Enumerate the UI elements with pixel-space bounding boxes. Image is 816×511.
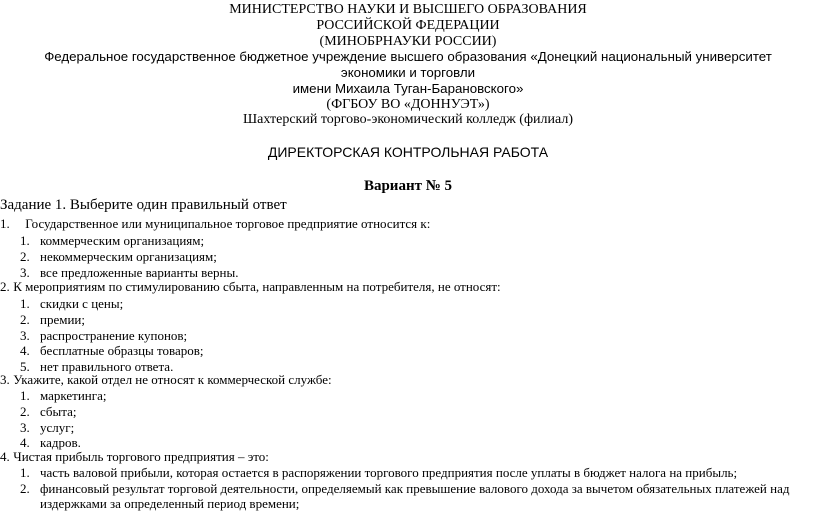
option-text: финансовый результат торговой деятельности, определяемый как превышение валового дохода за вычетом обязательных платежей над <box>40 481 790 496</box>
question-number: 4. <box>0 449 10 464</box>
option-item <box>20 343 204 358</box>
option-item <box>20 296 123 311</box>
option-item <box>20 388 106 403</box>
option-number: 2. <box>20 249 30 264</box>
option-text: распространение купонов; <box>40 328 188 343</box>
ministry-abbr-line: (МИНОБРНАУКИ РОССИИ) <box>319 34 497 49</box>
option-item <box>20 465 737 480</box>
option-text: все предложенные варианты верны. <box>40 265 239 280</box>
option-number: 3. <box>20 420 30 435</box>
option-item <box>20 312 85 327</box>
option-number: 2. <box>20 404 30 419</box>
college-line: Шахтерский торгово-экономический колледж (филиал) <box>243 112 573 127</box>
question-4 <box>0 449 269 464</box>
option-number: 2. <box>20 312 30 327</box>
option-number: 4. <box>20 343 30 358</box>
institution-line-2: экономики и торговли <box>340 65 476 80</box>
ministry-line: МИНИСТЕРСТВО НАУКИ И ВЫСШЕГО ОБРАЗОВАНИЯ <box>229 2 587 17</box>
option-item <box>20 328 187 343</box>
option-item <box>20 265 238 280</box>
option-number: 3. <box>20 328 30 343</box>
option-number: 5. <box>20 359 30 374</box>
option-number: 4. <box>20 435 30 450</box>
institution-abbr-line: (ФГБОУ ВО «ДОННУЭТ») <box>326 97 490 112</box>
question-1 <box>0 216 430 231</box>
option-number: 1. <box>20 388 30 403</box>
option-text: коммерческим организациям; <box>40 233 205 248</box>
institution-line: Федеральное государственное бюджетное учреждение высшего образования «Донецкий национальный университет <box>44 49 772 64</box>
question-number: 3. <box>0 372 10 387</box>
option-text: бесплатные образцы товаров; <box>40 343 204 358</box>
option-item <box>20 481 789 496</box>
option-text: нет правильного ответа. <box>40 359 174 374</box>
task-heading: Задание 1. Выберите один правильный ответ <box>0 197 287 213</box>
option-item <box>20 404 77 419</box>
option-text: издержками за определенный период времени; <box>40 496 300 511</box>
option-text: скидки с цены; <box>40 296 124 311</box>
option-item <box>20 435 81 450</box>
question-text: Чистая прибыль торгового предприятия – это: <box>13 449 269 464</box>
question-3 <box>0 372 332 387</box>
option-item <box>20 249 217 264</box>
option-number: 1. <box>20 233 30 248</box>
option-text: кадров. <box>40 435 81 450</box>
federation-line: РОССИЙСКОЙ ФЕДЕРАЦИИ <box>316 18 500 33</box>
page-title: ДИРЕКТОРСКАЯ КОНТРОЛЬНАЯ РАБОТА <box>267 144 549 160</box>
option-continuation <box>40 496 299 511</box>
option-number: 1. <box>20 296 30 311</box>
institution-name-line: имени Михаила Туган-Барановского» <box>292 81 524 96</box>
option-text: премии; <box>40 312 85 327</box>
question-text: Государственное или муниципальное торговое предприятие относится к: <box>25 216 431 231</box>
question-text: Укажите, какой отдел не относят к коммерческой службе: <box>13 372 332 387</box>
option-text: сбыта; <box>40 404 77 419</box>
question-number: 1. <box>0 216 10 231</box>
question-2 <box>0 279 501 294</box>
option-text: маркетинга; <box>40 388 107 403</box>
option-number: 3. <box>20 265 30 280</box>
question-text: К мероприятиям по стимулированию сбыта, направленным на потребителя, не относят: <box>13 279 501 294</box>
option-text: услуг; <box>40 420 75 435</box>
option-number: 2. <box>20 481 30 496</box>
variant-heading: Вариант № 5 <box>363 178 453 194</box>
option-item <box>20 420 74 435</box>
option-number: 1. <box>20 465 30 480</box>
option-text: часть валовой прибыли, которая остается в распоряжении торгового предприятия после уплаты в бюджет налога на прибыль; <box>40 465 738 480</box>
option-text: некоммерческим организациям; <box>40 249 217 264</box>
option-item <box>20 233 204 248</box>
question-number: 2. <box>0 279 10 294</box>
